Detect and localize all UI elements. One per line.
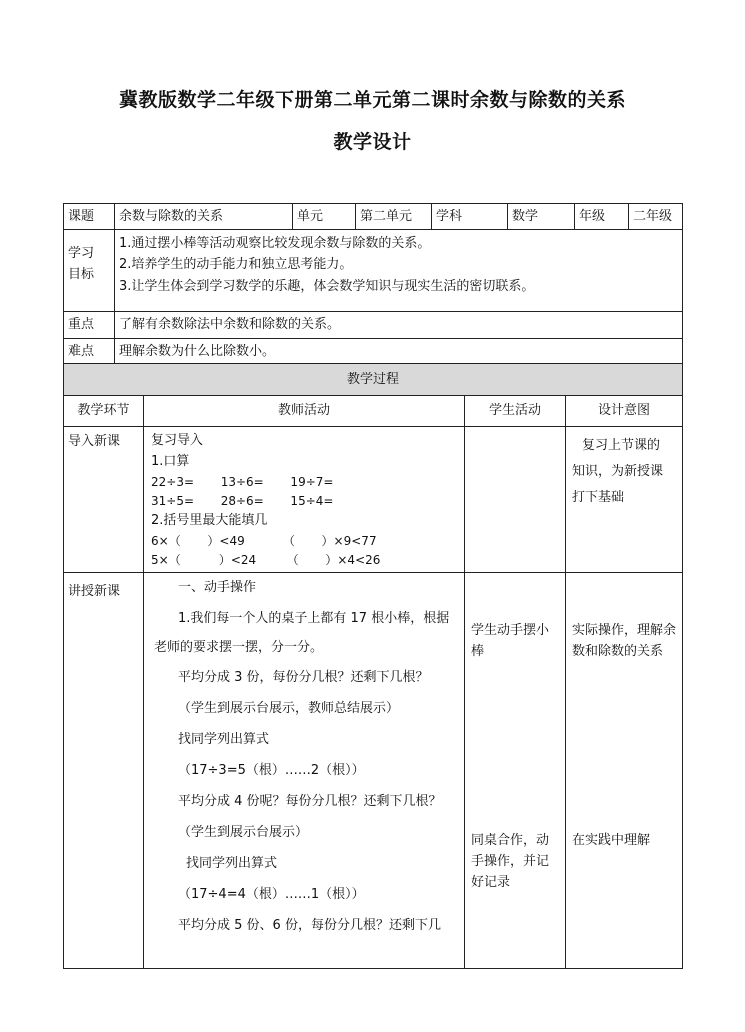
new-line: 找同学列出算式 bbox=[186, 856, 278, 871]
intro-line: 31÷5= 28÷6= 15÷4= bbox=[151, 493, 334, 508]
intro-line: 1.口算 bbox=[151, 453, 190, 469]
col-intent-header: 设计意图 bbox=[566, 396, 683, 427]
new-line: 一、动手操作 bbox=[178, 580, 257, 595]
difficulty-label: 难点 bbox=[64, 339, 115, 365]
new-line: 找同学列出算式 bbox=[178, 732, 270, 747]
goals-label-line-2: 目标 bbox=[68, 266, 95, 282]
document-title: 冀教版数学二年级下册第二单元第二课时余数与除数的关系 bbox=[118, 89, 626, 111]
intro-line: 复习导入 bbox=[151, 433, 204, 448]
intro-line: 5×（ ）<24 （ ）×4<26 bbox=[151, 552, 381, 567]
subject-value: 数学 bbox=[508, 204, 575, 230]
col-student-header: 学生活动 bbox=[465, 396, 566, 427]
new-intent-b: 在实践中理解 bbox=[572, 833, 651, 848]
new-line: （学生到展示台展示） bbox=[178, 825, 309, 840]
intro-stage: 导入新课 bbox=[64, 427, 144, 573]
new-line: （学生到展示台展示，教师总结展示） bbox=[178, 701, 400, 716]
new-intent-a: 实际操作，理解余数和除数的关系 bbox=[572, 623, 677, 659]
info-table bbox=[63, 203, 683, 365]
new-student bbox=[465, 573, 566, 969]
intro-intent bbox=[566, 427, 683, 573]
grade-value: 二年级 bbox=[629, 204, 683, 230]
process-table bbox=[63, 363, 683, 969]
new-line: 平均分成 4 份呢？每份分几根？还剩下几根？ bbox=[178, 794, 442, 809]
goal-item: 1.通过摆小棒等活动观察比较发现余数与除数的关系。 bbox=[119, 236, 431, 251]
topic-label: 课题 bbox=[64, 204, 115, 230]
intro-student bbox=[465, 427, 566, 573]
new-line: 平均分成 3 份，每份分几根？还剩下几根？ bbox=[178, 670, 429, 685]
subject-label: 学科 bbox=[432, 204, 508, 230]
goals-label-line-1: 学习 bbox=[68, 246, 95, 261]
new-student-a: 学生动手摆小棒 bbox=[471, 623, 550, 659]
intro-intent-line: 打下基础 bbox=[572, 490, 625, 505]
intro-intent-line: 知识，为新授课 bbox=[572, 464, 664, 479]
key-value: 了解有余数除法中余数和除数的关系。 bbox=[115, 312, 683, 339]
key-label: 重点 bbox=[64, 312, 115, 339]
goal-item: 2.培养学生的动手能力和独立思考能力。 bbox=[119, 257, 353, 273]
goal-item: 3.让学生体会到学习数学的乐趣，体会数学知识与现实生活的密切联系。 bbox=[119, 278, 535, 294]
intro-teacher bbox=[144, 427, 465, 573]
new-teacher bbox=[144, 573, 465, 969]
new-line: 1.我们每一个人的桌子上都有 17 根小棒，根据 bbox=[178, 611, 450, 626]
document-subtitle: 教学设计 bbox=[333, 131, 412, 153]
new-line: （17÷4=4（根）……1（根）） bbox=[178, 887, 365, 902]
new-line: 老师的要求摆一摆，分一分。 bbox=[154, 640, 324, 655]
new-line: （17÷3=5（根）……2（根）） bbox=[178, 763, 365, 778]
intro-line: 6×（ ）<49 （ ）×9<77 bbox=[151, 533, 377, 548]
intro-line: 22÷3= 13÷6= 19÷7= bbox=[151, 474, 334, 489]
new-stage: 讲授新课 bbox=[64, 573, 144, 969]
intro-intent-line: 复习上节课的 bbox=[582, 438, 661, 453]
unit-value: 第二单元 bbox=[356, 204, 432, 230]
intro-line: 2.括号里最大能填几 bbox=[151, 512, 268, 528]
grade-label: 年级 bbox=[575, 204, 629, 230]
new-student-b: 同桌合作，动手操作，并记好记录 bbox=[471, 833, 550, 890]
col-stage-header: 教学环节 bbox=[64, 396, 144, 427]
goals-label bbox=[64, 230, 115, 312]
goals-content bbox=[115, 230, 683, 312]
new-intent bbox=[566, 573, 683, 969]
process-header: 教学过程 bbox=[64, 364, 683, 396]
unit-label: 单元 bbox=[293, 204, 356, 230]
col-teacher-header: 教师活动 bbox=[144, 396, 465, 427]
new-line: 平均分成 5 份、6 份，每份分几根？还剩下几 bbox=[178, 918, 441, 933]
topic-value: 余数与除数的关系 bbox=[115, 204, 293, 230]
difficulty-value: 理解余数为什么比除数小。 bbox=[115, 339, 683, 365]
